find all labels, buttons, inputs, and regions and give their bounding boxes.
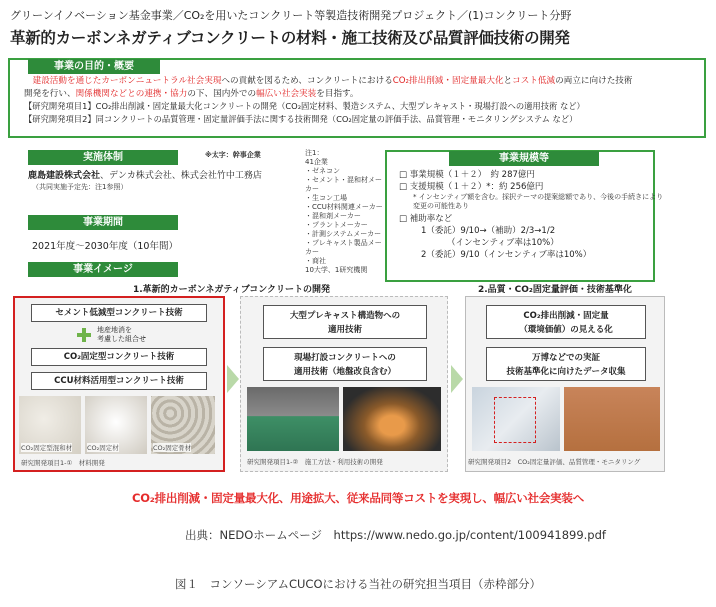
plus-icon (77, 328, 91, 342)
scale-note: 変更の可能性あり (413, 202, 469, 210)
section-1-title: 1.革新的カーボンネガティブコンクリートの開発 (133, 285, 331, 295)
scale-line: 2（委託）9/10（インセンティブ率は10%） (421, 250, 592, 260)
structure-joint-note: （共同実施予定先：注1参照） (32, 183, 128, 191)
purpose-tag: 事業の目的・概要 (28, 59, 160, 74)
page-title: 革新的カーボンネガティブコンクリートの材料・施工技術及び品質評価技術の開発 (10, 29, 570, 47)
source-link[interactable]: 出典：NEDOホームページ https://www.nedo.go.jp/content/100941899.pdf (185, 528, 606, 542)
evaluation-panel (465, 296, 665, 472)
caption-left: 研究開発項目1-① 材料開発 (21, 459, 105, 467)
purpose-item-1: 【研究開発項目1】CO₂排出削減・固定量最大化コンクリートの開発（CO₂固定材料、製造システム、大型プレキャスト・現場打設への適用技術 など） (24, 101, 585, 111)
scale-box (385, 150, 664, 282)
photo-label: CO₂固定骨材 (153, 444, 192, 452)
purpose-text (24, 75, 704, 125)
precast-box: 大型プレキャスト構造物への 適用技術 (263, 305, 427, 339)
image-section-tag: 事業イメージ (28, 262, 178, 277)
note1-item: ・プラントメーカー (305, 221, 368, 229)
note1-item: ・計測システムメーカー (305, 230, 382, 238)
purpose-item-2: 【研究開発項目2】同コンクリートの品質管理・固定量評価手法に関する技術開発（CO₂固定量の評価手法、品質管理・モニタリングシステム など） (24, 113, 578, 124)
note1-item: ・プレキャスト製品メーカー (305, 239, 382, 256)
insitu-box: 現場打設コンクリートへの 適用技術（地盤改良含む） (263, 347, 427, 381)
purpose-box (8, 58, 706, 138)
construction-panel (240, 296, 448, 472)
materials-panel (13, 296, 225, 472)
region-note: 地産地消を 考慮した組合せ (97, 326, 146, 343)
scale-text (399, 169, 664, 261)
material-photo-1 (19, 396, 81, 454)
note1-item: ・ゼネコン (305, 167, 340, 175)
caption-mid: 研究開発項目1-② 施工方法・利用技術の開発 (247, 458, 383, 466)
structure-tag: 実施体制 (28, 150, 178, 165)
structure-note: ※太字：幹事企業 (205, 151, 261, 159)
scale-tag: 事業規模等 (449, 151, 599, 166)
scale-line: （インセンティブ率は10%） (447, 238, 559, 248)
note1-title: 注1： (305, 149, 324, 157)
note1-item: ・混和剤メーカー (305, 212, 361, 220)
visualization-box: CO₂排出削減・固定量 （環境価値）の見える化 (486, 305, 646, 339)
note1-item: ・商社 (305, 257, 326, 265)
scale-line: □ 補助率など (399, 214, 453, 224)
note1-item: ・セメント・混和材メーカー (305, 176, 382, 193)
purpose-line-1: 建設活動を通じたカーボンニュートラル社会実現への貢献を図るため、コンクリートにおけるCO₂排出削減・固定量最大化とコスト低減の両立に向けた技術 (32, 76, 633, 86)
note1-list (305, 149, 385, 275)
figure-caption: 図１ コンソーシアムCUCOにおける当社の研究担当項目（赤枠部分） (175, 577, 541, 591)
section-2-title: 2.品質・CO₂固定量評価・技術基準化 (478, 285, 632, 295)
photo-label: CO₂固定材 (87, 444, 119, 452)
result-banner: CO₂排出削減・固定量最大化、用途拡大、従来品同等コストを実現し、幅広い社会実装へ (131, 491, 585, 505)
scale-note: * インセンティブ額を含む。採択テーマの提案総額であり、今後の手続きにより (413, 193, 664, 201)
note1-item: 10大学、1研究機関 (305, 266, 368, 274)
scale-line: 1（委託）9/10→（補助）2/3→1/2 (421, 226, 556, 236)
photo-label: CO₂固定型混和材 (21, 444, 73, 452)
caption-right: 研究開発項目2 CO₂固定量評価、品質管理・モニタリング (468, 458, 641, 466)
co2-fixed-box: CO₂固定型コンクリート技術 (31, 348, 207, 366)
precast-photo (247, 387, 339, 451)
note1-item: 41企業 (305, 158, 328, 166)
subtitle: グリーンイノベーション基金事業／CO₂を用いたコンクリート等製造技術開発プロジェクト／(1)コンクリート分野 (10, 9, 572, 22)
highlight-frame (494, 397, 536, 443)
scale-line: □ 支援規模（１＋２）*：約 256億円 (399, 182, 544, 192)
tunnel-photo (343, 387, 441, 451)
period-value: 2021年度〜2030年度（10年間） (32, 241, 178, 252)
purpose-line-2: 開発を行い、関係機関などとの連携・協力の下、国内外での幅広い社会実装を目指す。 (24, 88, 359, 99)
note1-item: ・CCU材料関連メーカー (305, 203, 383, 211)
ccu-box: CCU材料活用型コンクリート技術 (31, 372, 207, 390)
arrow-right-icon (451, 365, 463, 393)
scale-line: □ 事業規模（１＋２） 約 287億円 (399, 170, 535, 180)
material-photo-2 (85, 396, 147, 454)
cement-reduction-box: セメント低減型コンクリート技術 (31, 304, 207, 322)
evaluation-photo-1 (472, 387, 560, 451)
note1-item: ・生コン工場 (305, 194, 347, 202)
evaluation-photo-2 (564, 387, 660, 451)
material-photo-3 (151, 396, 215, 454)
period-tag: 事業期間 (28, 215, 178, 230)
expo-box: 万博などでの実証 技術基準化に向けたデータ収集 (486, 347, 646, 381)
structure-companies: 鹿島建設株式会社、デンカ株式会社、株式会社竹中工務店 (28, 171, 262, 181)
arrow-right-icon (227, 365, 239, 393)
